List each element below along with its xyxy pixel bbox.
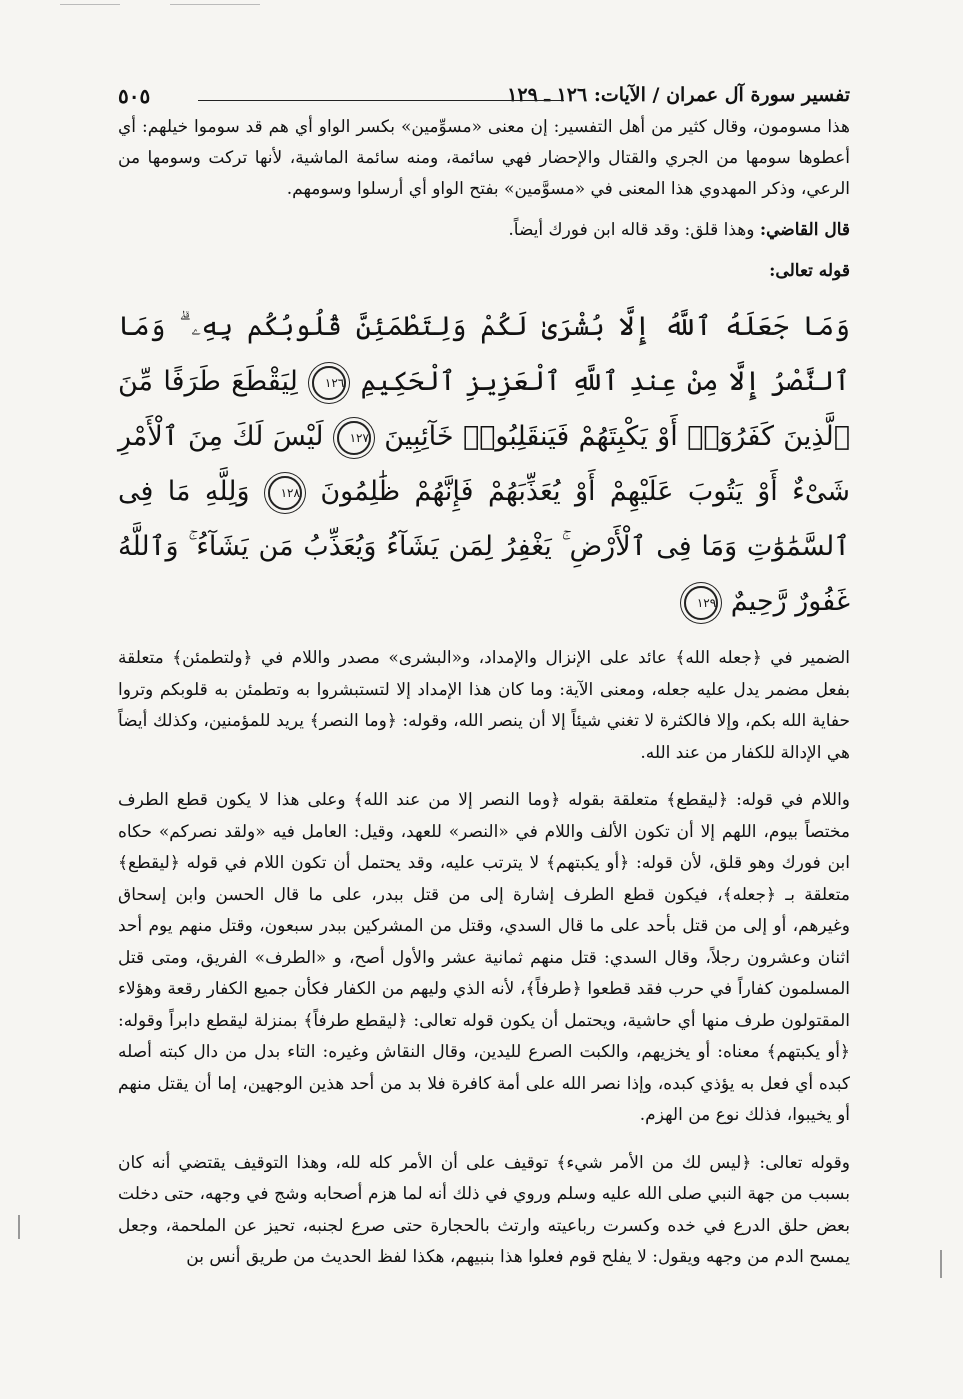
verse-intro-label: قوله تعالى:	[769, 261, 850, 281]
scan-edge-mark	[18, 1215, 20, 1239]
qadi-label: قال القاضي:	[759, 220, 850, 240]
scan-edge-mark	[940, 1250, 942, 1278]
intro-paragraph: هذا مسومون، وقال كثير من أهل التفسير: إن معنى «مسوِّمين» بكسر الواو أي هم قد سوموا خيلهم: أي أعطوها سومها من الجري والقتال والإحضار فهي سائمة، ومنه سائمة الماشية، لأنها تركت وسومها من الرعي، وذكر المهدوي هذا المعنى في «مسوَّمين» بفتح الواو أي أرسلوا وسومهم.	[118, 117, 850, 199]
scan-artifact	[60, 4, 260, 14]
commentary-paragraph-3: وقوله تعالى: ﴿ليس لك من الأمر شيء﴾ توقيف على أن الأمر كله لله، وهذا التوقيف يقتضي أنه كان بسبب من جهة النبي صلى الله عليه وسلم وروي في ذلك أنه لما هزم أصحابه وشج في وجهه، حتى دخلت بعض حلق الدرع في خده وكسرت رباعيته وارتث بالحجارة حتى صرع لجنبه، تحيز عن الملحمة، وجعل يمسح الدم من وجهه ويقول: لا يفلح قوم فعلوا هذا بنبيهم، هكذا لفظ الحديث من طريق أنس بن	[118, 1152, 850, 1267]
commentary-paragraph-2: واللام في قوله: ﴿ليقطع﴾ متعلقة بقوله ﴿وما النصر إلا من عند الله﴾ وعلى هذا لا يكون قطع الطرف مختصاً بيوم، اللهم إلا أن تكون الألف واللام في «النصر» للعهد، وقيل: العامل فيه «ولقد نصركم» حكاه ابن فورك وهو قلق، لأن قوله: ﴿أو يكبتهم﴾ لا يترتب عليه، وقد يحتمل أن تكون اللام في قوله ﴿ليقطع﴾ متعلقة بـ ﴿جعله﴾، فيكون قطع الطرف إشارة إلى من قتل ببدر، على ما قال الحسن وابن إسحاق وغيرهم، أو إلى من قتل بأحد على ما قال السدي، وقتل من المشركين ببدر سبعون، وقتل منهم يوم أحد اثنان وعشرون رجلاً، وقال السدي: قتل منهم ثمانية عشر والأول أصح، و «الطرف» الفريق، ومتى قتل المسلمون كفاراً في حرب فقد قطعوا ﴿طرفاً﴾، لأنه الذي وليهم من الكفار فكأن جميع الكفار رقعة وهؤلاء المقتولون طرف منها أي حاشية، ويحتمل أن يكون قوله تعالى: ﴿ليقطع طرفاً﴾ بمنزلة ليقطع دابراً وقوله: ﴿أو يكبتهم﴾ معناه: أو يخزيهم، والكبت الصرع لليدين، وقال النقاش وغيره: التاء بدل من دال كبته أصله كبده أي فعل به يؤذي كبده، وإذا نصر الله على أمة كافرة فلا بد من أحد هذين الوجهين، إما أن يقتل منهم أو يخيبوا، فذلك نوع من الهزم.	[118, 790, 850, 1125]
quran-verses	[118, 299, 850, 629]
page-number: ٥٠٥	[118, 84, 151, 108]
ayah-128: لَيْسَ لَكَ مِنَ ٱلْأَمْرِ شَىْءٌ أَوْ يَتُوبَ عَلَيْهِمْ أَوْ يُعَذِّبَهُمْ فَإِنَّهُمْ ظَٰلِمُونَ	[118, 421, 850, 507]
ayah-number-127: ١٢٧	[337, 421, 371, 455]
book-page	[118, 78, 850, 1274]
ayah-126: وَمَا جَعَلَهُ ٱللَّهُ إِلَّا بُشْرَىٰ لَكُمْ وَلِتَطْمَئِنَّ قُلُوبُكُم بِهِۦ ۗ وَمَا ٱلنَّصْرُ إِلَّا مِنْ عِندِ ٱللَّهِ ٱلْعَزِيزِ ٱلْحَكِيمِ	[118, 311, 850, 397]
running-header	[118, 78, 850, 112]
header-rule	[198, 100, 564, 101]
ayah-127: لِيَقْطَعَ طَرَفًا مِّنَ ٱلَّذِينَ كَفَرُوٓا۟ أَوْ يَكْبِتَهُمْ فَيَنقَلِبُوا۟ خَآئِبِينَ	[118, 366, 850, 452]
ayah-number-128: ١٢٨	[268, 476, 302, 510]
verse-intro	[118, 256, 850, 287]
commentary-paragraph-1: الضمير في ﴿جعله الله﴾ عائد على الإنزال والإمداد، و«البشرى» مصدر واللام في ﴿ولتطمئن﴾ متعلقة بفعل مضمر يدل عليه جعله، ومعنى الآية: وما كان هذا الإمداد إلا لتستبشروا به وتطمئن به قلوبكم وتروا حفاية الله بكم، وإلا فالكثرة لا تغني شيئاً إلا أن ينصر الله، وقوله: ﴿وما النصر﴾ يريد للمؤمنين، وكذلك أيضاً هي الإدالة للكفار من عند الله.	[118, 648, 850, 763]
qadi-remark	[118, 215, 850, 246]
ayah-number-129: ١٢٩	[684, 586, 718, 620]
qadi-text: وهذا قلق: وقد قاله ابن فورك أيضاً.	[508, 220, 760, 240]
ayah-129: وَلِلَّهِ مَا فِى ٱلسَّمَٰوَٰتِ وَمَا فِى ٱلْأَرْضِ ۚ يَغْفِرُ لِمَن يَشَآءُ وَيُعَذِّبُ مَن يَشَآءُ ۚ وَٱللَّهُ غَفُورٌ رَّحِيمٌ	[118, 476, 850, 617]
ayah-number-126: ١٢٦	[312, 366, 346, 400]
header-title: تفسير سورة آل عمران / الآيات: ١٢٦ ـ ١٢٩	[507, 84, 850, 106]
